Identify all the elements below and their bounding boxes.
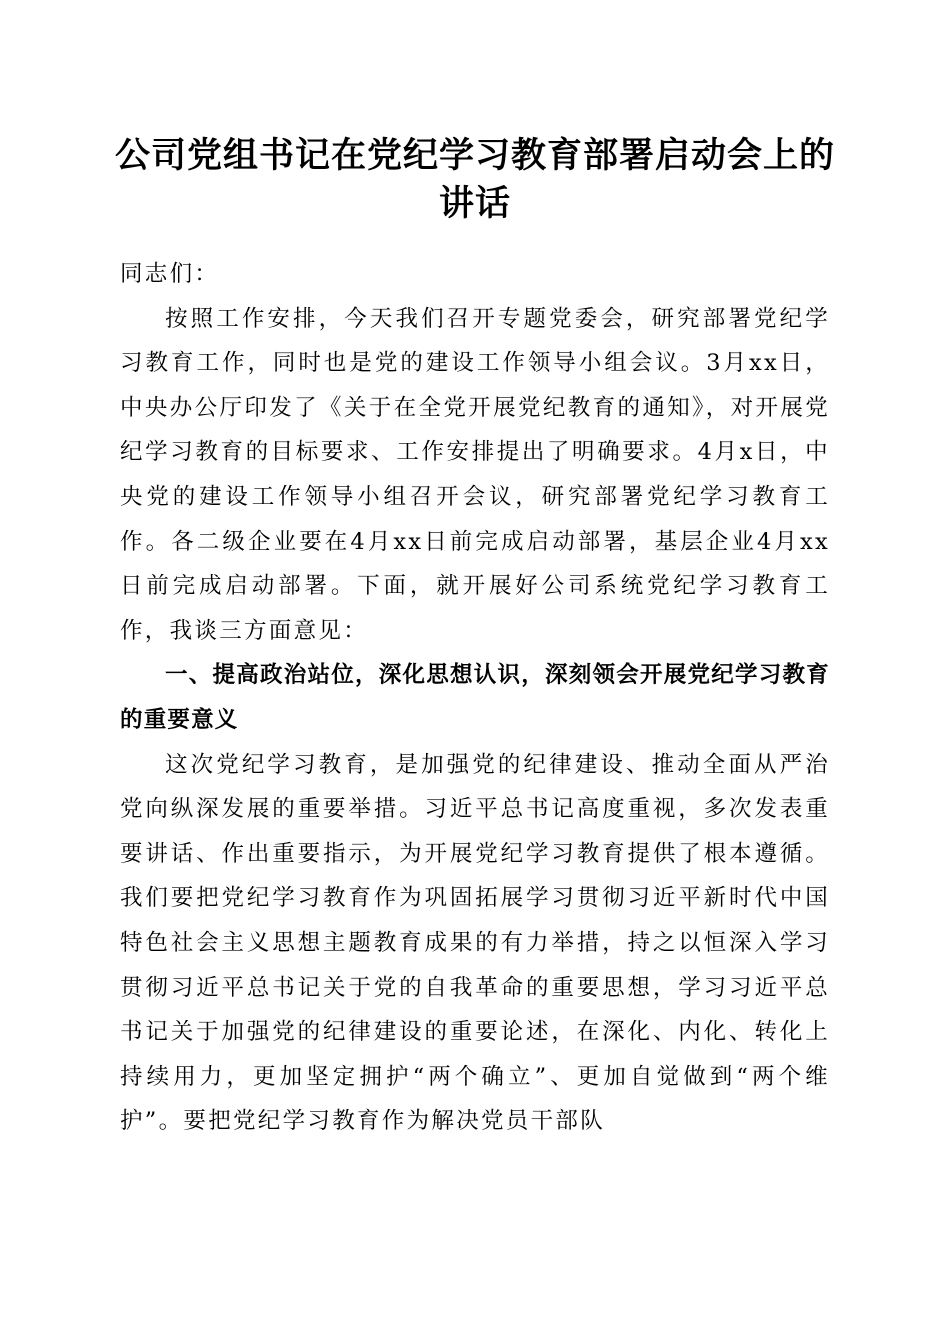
title-line-1: 公司党组书记在党纪学习教育部署启动会上的 <box>114 135 835 176</box>
document-title <box>110 132 840 228</box>
title-line-2: 讲话 <box>438 183 511 224</box>
section-heading-1: 一、提高政治站位，深化思想认识，深刻领会开展党纪学习教育的重要意义 <box>120 662 830 733</box>
document-body <box>120 252 830 1144</box>
paragraph-section-1: 这次党纪学习教育，是加强党的纪律建设、推动全面从严治党向纵深发展的重要举措。习近平总书记高度重视，多次发表重要讲话、作出重要指示，为开展党纪学习教育提供了根本遵循。我们要把党纪学习教育作为巩固拓展学习贯彻习近平新时代中国特色社会主义思想主题教育成果的有力举措，持之以恒深入学习贯彻习近平总书记关于党的自我革命的重要思想，学习习近平总书记关于加强党的纪律建设的重要论述，在深化、内化、转化上持续用力，更加坚定拥护“两个确立”、更加自觉做到“两个维护”。要把党纪学习教育作为解决党员干部队 <box>120 751 830 1135</box>
paragraph-intro: 按照工作安排，今天我们召开专题党委会，研究部署党纪学习教育工作，同时也是党的建设工作领导小组会议。3月xx日，中央办公厅印发了《关于在全党开展党纪教育的通知》，对开展党纪学习教育的目标要求、工作安排提出了明确要求。4月x日，中央党的建设工作领导小组召开会议，研究部署党纪学习教育工作。各二级企业要在4月xx日前完成启动部署，基层企业4月xx日前完成启动部署。下面，就开展好公司系统党纪学习教育工作，我谈三方面意见： <box>120 305 830 644</box>
salutation: 同志们： <box>120 261 220 287</box>
